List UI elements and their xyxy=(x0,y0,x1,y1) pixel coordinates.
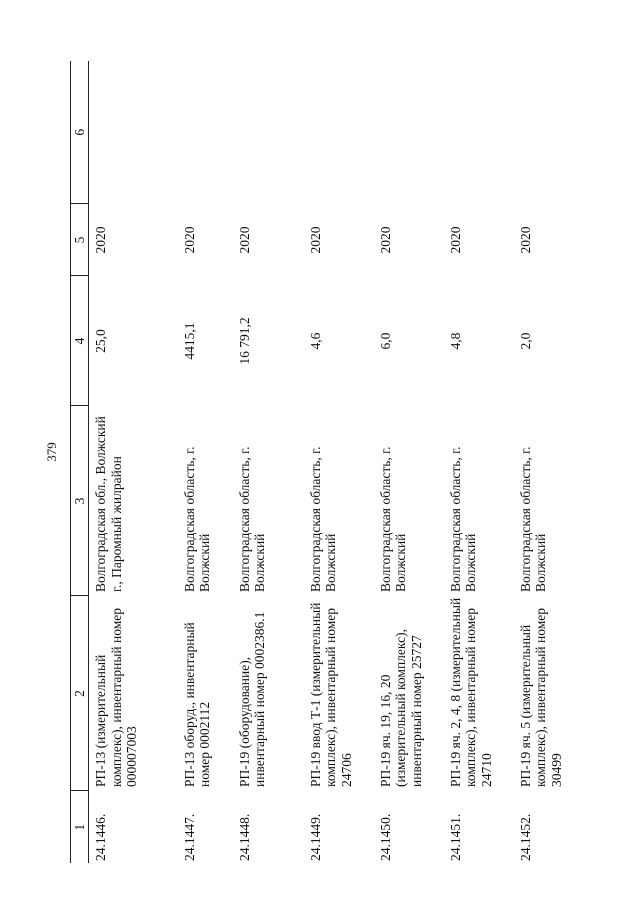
table-row xyxy=(374,61,444,863)
object-year: 2020 xyxy=(517,226,533,254)
row-number: 24.1446. xyxy=(93,813,108,861)
table-row xyxy=(304,61,374,863)
header-col-5: 5 xyxy=(71,204,89,276)
object-year: 2020 xyxy=(236,226,252,254)
row-number: 24.1452. xyxy=(517,813,533,861)
table-row xyxy=(89,61,178,863)
object-extra xyxy=(304,61,374,204)
table-row xyxy=(514,61,591,863)
object-year: 2020 xyxy=(307,226,323,254)
header-col-1: 1 xyxy=(71,791,89,863)
row-number: 24.1448. xyxy=(236,813,252,861)
object-value: 4,8 xyxy=(447,332,463,350)
row-number: 24.1450. xyxy=(377,813,393,861)
object-value: 6,0 xyxy=(377,332,393,350)
object-name: РП-19 яч. 19, 16, 20 (измерительный комплекс), инвентарный номер 25727 xyxy=(377,629,424,787)
object-value: 4415,1 xyxy=(181,322,197,360)
table-header xyxy=(71,61,89,863)
object-name: РП-19 яч. 5 (измерительный комплекс), инвентарный номер 30499 xyxy=(517,608,564,787)
object-value: 16 791,2 xyxy=(236,317,252,365)
object-extra xyxy=(233,61,304,204)
object-extra xyxy=(374,61,444,204)
page-number: 379 xyxy=(44,442,59,462)
header-row xyxy=(71,61,89,863)
object-address: Волгоградская область, г. Волжский xyxy=(447,446,479,592)
object-address: Волгоградская область, г. Волжский xyxy=(377,446,409,592)
table-row xyxy=(233,61,304,863)
object-year: 2020 xyxy=(447,226,463,254)
header-col-6: 6 xyxy=(71,61,89,204)
object-address: Волгоградская область, г. Волжский xyxy=(517,446,549,592)
object-extra xyxy=(514,61,591,204)
table-body xyxy=(89,61,591,863)
object-name: РП-19 яч. 2, 4, 8 (измерительный комплекс), инвентарный номер 24710 xyxy=(447,597,494,787)
object-year: 2020 xyxy=(181,226,197,254)
header-col-4: 4 xyxy=(71,276,89,406)
object-extra xyxy=(444,61,514,204)
object-name: РП-13 (измерительный комплекс), инвентарный номер 000007003 xyxy=(93,608,140,787)
object-name: РП-19 ввод Т-1 (измерительный комплекс), инвентарный номер 24706 xyxy=(307,602,354,787)
object-name: РП-19 (оборудование), инвентарный номер 0002386.1 xyxy=(236,611,268,787)
object-address: Волгоградская область, г. Волжский xyxy=(236,446,268,592)
object-address: Волгоградская область, г. Волжский xyxy=(307,446,339,592)
object-value: 4,6 xyxy=(307,332,323,350)
object-name: РП-13 оборуд., инвентарный номер 0002112 xyxy=(181,622,213,787)
object-year: 2020 xyxy=(377,226,393,254)
object-value: 25,0 xyxy=(93,329,108,353)
row-number: 24.1449. xyxy=(307,813,323,861)
table-row xyxy=(178,61,233,863)
object-address: Волгоградская обл., Волжский г., Паромный жилрайон xyxy=(93,416,124,592)
table-row xyxy=(444,61,514,863)
object-year: 2020 xyxy=(93,226,108,254)
registry-table xyxy=(70,61,591,863)
object-address: Волгоградская область, г. Волжский xyxy=(181,446,213,592)
row-number: 24.1447. xyxy=(181,813,197,861)
row-number: 24.1451. xyxy=(447,813,463,861)
header-col-2: 2 xyxy=(71,596,89,791)
object-value: 2,0 xyxy=(517,332,533,350)
header-col-3: 3 xyxy=(71,406,89,596)
object-extra xyxy=(178,61,233,204)
rotated-table-container xyxy=(70,61,590,863)
object-extra xyxy=(89,61,178,204)
